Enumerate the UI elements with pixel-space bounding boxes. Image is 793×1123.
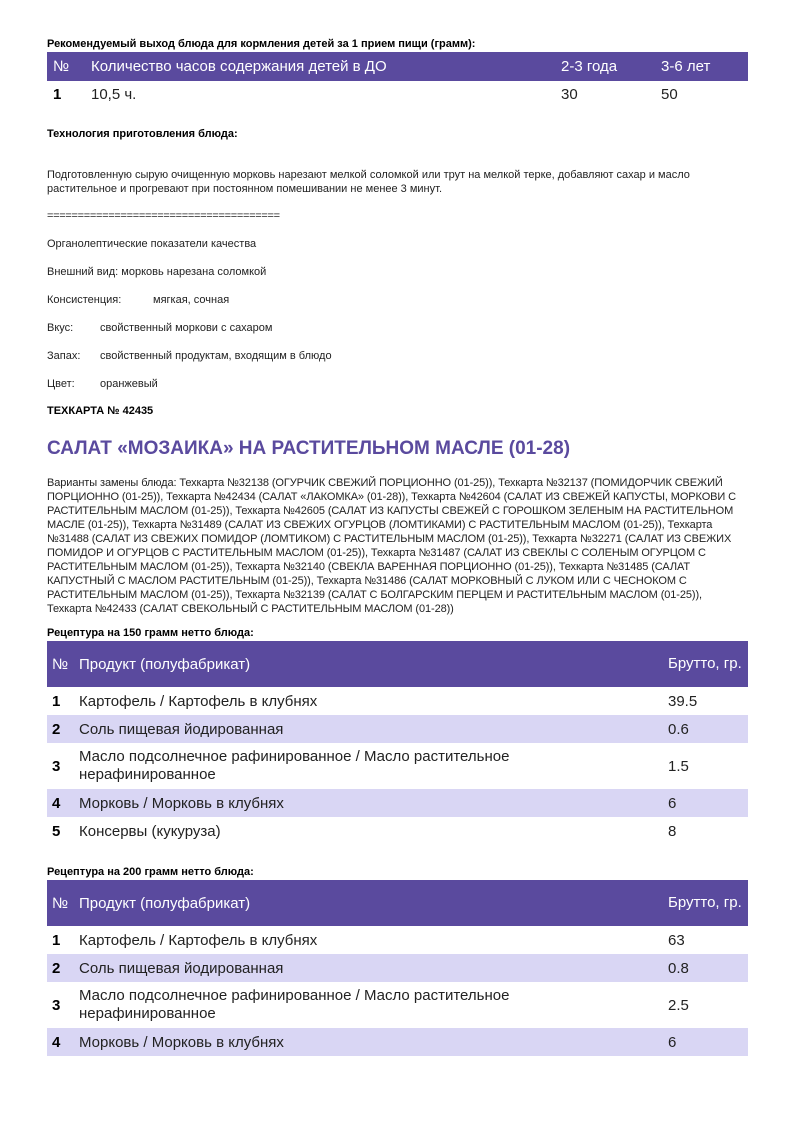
- row-gross: 63: [668, 931, 685, 949]
- row-gross: 0.8: [668, 954, 748, 982]
- recipe200-col-product: Продукт (полуфабрикат): [79, 880, 668, 926]
- row-product: Масло подсолнечное рафинированное / Масло растительное нерафинированное: [79, 987, 510, 1022]
- row-product: Морковь / Морковь в клубнях: [79, 789, 668, 817]
- row-product: Картофель / Картофель в клубнях: [79, 931, 318, 949]
- row-age-2-3: 30: [561, 86, 578, 103]
- color-value: оранжевый: [100, 378, 158, 390]
- row-product: Морковь / Морковь в клубнях: [79, 1028, 668, 1056]
- row-number: 4: [47, 789, 79, 817]
- taste-value: свойственный моркови с сахаром: [100, 322, 273, 334]
- row-product: Соль пищевая йодированная: [79, 954, 668, 982]
- output-header-row: [47, 52, 748, 81]
- recipe200-col-gross: Брутто, гр.: [668, 880, 748, 926]
- output-caption: Рекомендуемый выход блюда для кормления детей за 1 прием пищи (грамм):: [47, 38, 476, 50]
- row-number: 2: [47, 954, 79, 982]
- row-product: Картофель / Картофель в клубнях: [79, 692, 318, 710]
- row-number: 4: [47, 1028, 79, 1056]
- recipe150-caption: Рецептура на 150 грамм нетто блюда:: [47, 627, 254, 639]
- row-product: Масло подсолнечное рафинированное / Масло растительное нерафинированное: [79, 748, 510, 783]
- output-col-hours: Количество часов содержания детей в ДО: [91, 52, 561, 81]
- recipe200-header-row: [47, 880, 748, 926]
- table-row: [47, 982, 748, 1028]
- row-number: 5: [52, 822, 61, 840]
- row-number: 3: [52, 996, 61, 1014]
- row-gross: 6: [668, 789, 748, 817]
- taste-label: Вкус:: [47, 322, 74, 334]
- row-number: 1: [52, 931, 61, 949]
- technology-text: Подготовленную сырую очищенную морковь нарезают мелкой соломкой или трут на мелкой терке, добавляют сахар и масло растительное и прогревают при постоянном помешивании не менее 3 минут.: [47, 169, 690, 195]
- consistency-label: Консистенция:: [47, 294, 122, 306]
- row-number: 1: [53, 86, 62, 103]
- table-row: [47, 926, 748, 954]
- row-age-3-6: 50: [661, 86, 678, 103]
- techcard-number: ТЕХКАРТА № 42435: [47, 405, 154, 417]
- row-product: Консервы (кукуруза): [79, 822, 221, 840]
- recipe150-col-num: №: [47, 641, 79, 687]
- output-col-num: №: [47, 52, 91, 81]
- recipe200-table: [47, 880, 748, 1056]
- table-row: [47, 743, 748, 789]
- table-row: [47, 789, 748, 817]
- row-number: 3: [52, 757, 61, 775]
- quality-appearance: Внешний вид: морковь нарезана соломкой: [47, 266, 267, 278]
- quality-color: [47, 377, 748, 391]
- separator: ======================================: [47, 210, 280, 222]
- quality-taste: [47, 321, 748, 335]
- row-number: 1: [52, 692, 61, 710]
- consistency-value: мягкая, сочная: [153, 294, 230, 306]
- row-gross: 1.5: [668, 757, 689, 775]
- quality-smell: [47, 349, 748, 363]
- row-product: Соль пищевая йодированная: [79, 715, 668, 743]
- smell-label: Запах:: [47, 350, 81, 362]
- table-row: [47, 81, 748, 108]
- recipe150-header-row: [47, 641, 748, 687]
- table-row: [47, 954, 748, 982]
- recipe150-col-product: Продукт (полуфабрикат): [79, 641, 668, 687]
- color-label: Цвет:: [47, 378, 75, 390]
- row-gross: 6: [668, 1028, 748, 1056]
- output-table: [47, 52, 748, 108]
- table-row: [47, 1028, 748, 1056]
- row-gross: 2.5: [668, 996, 689, 1014]
- row-gross: 8: [668, 822, 677, 840]
- row-gross: 0.6: [668, 715, 748, 743]
- output-col-age-3-6: 3-6 лет: [661, 52, 748, 81]
- recipe200-caption: Рецептура на 200 грамм нетто блюда:: [47, 866, 254, 878]
- row-hours: 10,5 ч.: [91, 86, 137, 103]
- table-row: [47, 817, 748, 845]
- table-row: [47, 687, 748, 715]
- quality-heading: Органолептические показатели качества: [47, 238, 257, 250]
- recipe150-table: [47, 641, 748, 845]
- quality-consistency: [47, 293, 748, 307]
- technology-caption: Технология приготовления блюда:: [47, 128, 238, 140]
- recipe200-col-num: №: [47, 880, 79, 926]
- row-number: 2: [47, 715, 79, 743]
- techcard-variants: Варианты замены блюда: Техкарта №32138 (ОГУРЧИК СВЕЖИЙ ПОРЦИОННО (01-25)), Техкарта №32137 (ПОМИДОРЧИК СВЕЖИЙ ПОРЦИОННО (01-25)), Техкарта №42434 (САЛАТ «ЛАКОМКА» (01-28)), Техкарта №42604 (САЛАТ ИЗ СВЕЖЕЙ КАПУСТЫ, МОРКОВИ С РАСТИТЕЛЬНЫМ МАСЛОМ (01-25)), Техкарта №42605 (САЛАТ ИЗ КАПУСТЫ СВЕЖЕЙ С ГОРОШКОМ ЗЕЛЕНЫМ НА РАСТИТЕЛЬНОМ МАСЛЕ (01-25)), Техкарта №31489 (САЛАТ ИЗ СВЕЖИХ ОГУРЦОВ (ЛОМТИКАМИ) С РАСТИТЕЛЬНЫМ МАСЛОМ (01-25)), Техкарта №31488 (САЛАТ ИЗ СВЕЖИХ ПОМИДОР (ЛОМТИКОМ) С РАСТИТЕЛЬНЫМ МАСЛОМ (01-25)), Техкарта №32271 (САЛАТ ИЗ СВЕЖИХ ПОМИДОР И ОГУРЦОВ С РАСТИТЕЛЬНЫМ МАСЛОМ (01-25)), Техкарта №31487 (САЛАТ ИЗ СВЕКЛЫ С СОЛЕНЫМ ОГУРЦОМ С РАСТИТЕЛЬНЫМ МАСЛОМ (01-25)), Техкарта №32140 (СВЕКЛА ВАРЕННАЯ ПОРЦИОННО (01-25)), Техкарта №31485 (САЛАТ КАПУСТНЫЙ С МАСЛОМ РАСТИТЕЛЬНЫМ (01-25)), Техкарта №31486 (САЛАТ МОРКОВНЫЙ С ЛУКОМ ИЛИ С ЧЕСНОКОМ С РАСТИТЕЛЬНЫМ МАСЛОМ (01-25)), Техкарта №32139 (САЛАТ С БОЛГАРСКИМ ПЕРЦЕМ И РАСТИТЕЛЬНЫМ МАСЛОМ (01-25)), Техкарта №42433 (САЛАТ СВЕКОЛЬНЫЙ С РАСТИТЕЛЬНЫМ МАСЛОМ (01-28)): [47, 477, 736, 615]
- recipe150-col-gross: Брутто, гр.: [668, 641, 748, 687]
- page-title: САЛАТ «МОЗАИКА» НА РАСТИТЕЛЬНОМ МАСЛЕ (01-28): [47, 438, 571, 459]
- output-col-age-2-3: 2-3 года: [561, 52, 661, 81]
- smell-value: свойственный продуктам, входящим в блюдо: [100, 350, 332, 362]
- table-row: [47, 715, 748, 743]
- row-gross: 39.5: [668, 692, 698, 710]
